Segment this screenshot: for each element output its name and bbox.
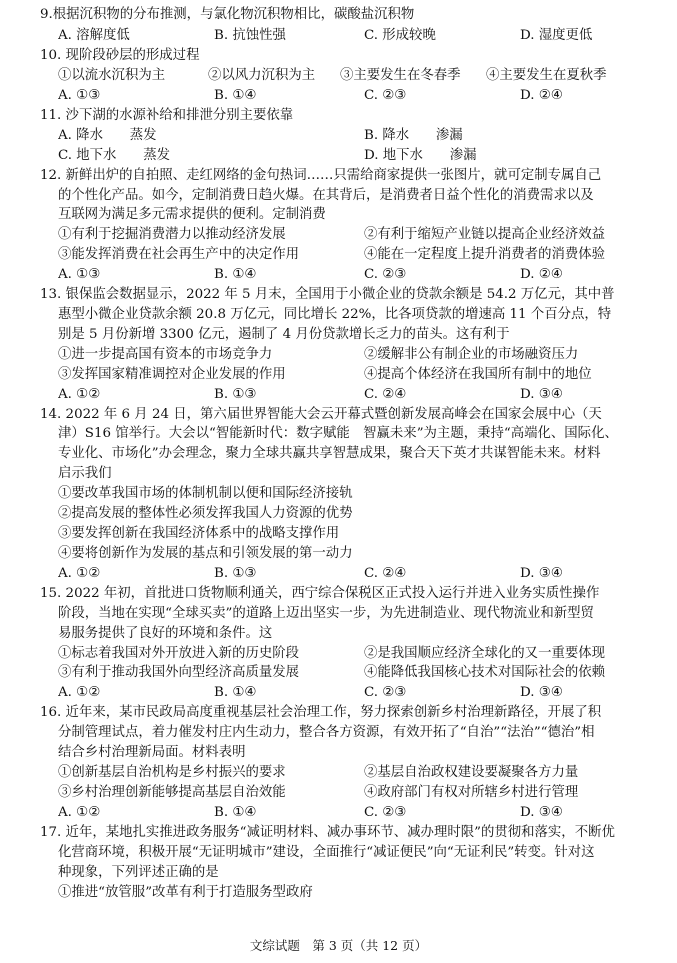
q12-statement-2: ②有利于缩短产业链以提高企业经济效益 bbox=[364, 227, 606, 243]
q13-option-a: A. ①② bbox=[58, 386, 101, 402]
q16-statements-row1 bbox=[58, 763, 655, 783]
q14-statement-1: ①要改革我国市场的体制机制以便和国际经济接轨 bbox=[58, 486, 353, 502]
q17-stem-line-1: 17. 近年，某地扎实推进政务服务“减证明材料、减办事环节、减办理时限”的贯彻和落实，不断优 bbox=[40, 824, 615, 840]
q16-statements-row2 bbox=[58, 783, 655, 803]
q11-options-row1 bbox=[58, 126, 655, 146]
q15-option-b: B. ①④ bbox=[214, 685, 257, 701]
q11-option-d: D. 地下水 渗漏 bbox=[364, 147, 477, 163]
q12-options bbox=[58, 265, 655, 285]
q10-statement-2: ②以风力沉积为主 bbox=[208, 68, 316, 84]
q13-statement-2: ②缓解非公有制企业的市场融资压力 bbox=[364, 346, 579, 362]
q10-option-a: A. ①③ bbox=[58, 88, 101, 103]
q14-stem-line-4: 启示我们 bbox=[58, 466, 112, 482]
q16-statement-3: ③乡村治理创新能够提高基层自治效能 bbox=[58, 784, 286, 800]
q9-option-b: B. 抗蚀性强 bbox=[214, 28, 286, 44]
q15-options bbox=[58, 683, 655, 703]
q15-stem-line-3: 易服务提供了良好的环境和条件。这 bbox=[58, 625, 273, 641]
q12-statements-row1 bbox=[58, 225, 655, 245]
q14-stem-line-1: 14. 2022 年 6 月 24 日，第六届世界智能大会云开幕式暨创新发展高峰会在国家会展中心（天 bbox=[40, 406, 602, 422]
q13-statement-4: ④提高个体经济在我国所有制中的地位 bbox=[364, 366, 592, 382]
q16-option-b: B. ①④ bbox=[214, 804, 257, 820]
q14-statement-4: ④要将创新作为发展的基点和引领发展的第一动力 bbox=[58, 545, 353, 561]
q9-option-c: C. 形成较晚 bbox=[364, 28, 436, 44]
q14-statement-2: ②提高发展的整体性必须发挥我国人力资源的优势 bbox=[58, 506, 353, 522]
q16-option-d: D. ③④ bbox=[520, 804, 563, 820]
q15-statement-2: ②是我国顺应经济全球化的又一重要体现 bbox=[364, 645, 606, 661]
q12-stem-line-2: 的个性化产品。如今，定制消费日趋火爆。在其背后，是消费者日益个性化的消费需求以及 bbox=[58, 187, 594, 203]
q16-statement-1: ①创新基层自治机构是乡村振兴的要求 bbox=[58, 764, 286, 780]
q15-option-c: C. ②③ bbox=[364, 685, 407, 701]
q16-option-a: A. ①② bbox=[58, 804, 101, 820]
q17-stem-line-3: 种现象，下列评述正确的是 bbox=[58, 864, 219, 880]
q14-stem-line-2: 津）S16 馆举行。大会以“智能新时代：数字赋能 智赢未来”为主题，秉持“高端化、国际化、 bbox=[58, 426, 618, 442]
q15-statements-row1 bbox=[58, 644, 655, 664]
q10-options bbox=[58, 86, 655, 106]
q12-option-a: A. ①③ bbox=[58, 267, 101, 283]
q13-stem-line-1: 13. 银保监会数据显示，2022 年 5 月末，全国用于小微企业的贷款余额是 54.2 万亿元，其中普 bbox=[40, 287, 615, 303]
q12-statement-3: ③能发挥消费在社会再生产中的决定作用 bbox=[58, 247, 300, 263]
q12-stem-line-1: 12. 新鲜出炉的自拍照、走红网络的金句热词……只需给商家提供一张图片，就可定制专属自己 bbox=[40, 167, 602, 183]
q13-statements-row1 bbox=[58, 345, 655, 365]
q11-options-row2 bbox=[58, 146, 655, 166]
q16-options bbox=[58, 803, 655, 823]
q10-statement-3: ③主要发生在冬春季 bbox=[340, 68, 461, 84]
q15-statement-3: ③有利于推动我国外向型经济高质量发展 bbox=[58, 665, 300, 681]
q14-options bbox=[58, 564, 655, 584]
q15-option-d: D. ③④ bbox=[520, 685, 563, 701]
q13-option-c: C. ②④ bbox=[364, 386, 407, 402]
q13-option-b: B. ①③ bbox=[214, 386, 257, 402]
q11-stem: 11. 沙下湖的水源补给和排泄分别主要依靠 bbox=[40, 107, 294, 123]
q10-option-b: B. ①④ bbox=[214, 88, 257, 103]
q9-option-d: D. 湿度更低 bbox=[520, 28, 593, 44]
q15-statement-1: ①标志着我国对外开放进入新的历史阶段 bbox=[58, 645, 300, 661]
q13-option-d: D. ③④ bbox=[520, 386, 563, 402]
q16-option-c: C. ②③ bbox=[364, 804, 407, 820]
q17-stem-line-2: 化营商环境，积极开展“无证明城市”建设，全面推行“减证便民”向“无证利民”转变。针对这 bbox=[58, 844, 595, 860]
q16-stem-line-1: 16. 近年来，某市民政局高度重视基层社会治理工作，努力探索创新乡村治理新路径，开展了积 bbox=[40, 705, 602, 721]
q12-option-d: D. ②④ bbox=[520, 267, 563, 283]
q14-option-c: C. ②④ bbox=[364, 565, 407, 581]
page-footer: 文综试题 第 3 页（共 12 页） bbox=[249, 938, 428, 953]
q13-stem-line-2: 惠型小微企业贷款余额 20.8 万亿元，同比增长 22%，比各项贷款的增速高 11 个百分点，特 bbox=[58, 307, 612, 322]
q16-statement-2: ②基层自治政权建设要凝聚各方力量 bbox=[364, 764, 579, 780]
q12-statement-4: ④能在一定程度上提升消费者的消费体验 bbox=[364, 247, 606, 263]
q11-option-a: A. 降水 蒸发 bbox=[58, 127, 157, 143]
q12-option-b: B. ①④ bbox=[214, 267, 257, 283]
q13-statement-3: ③发挥国家精准调控对企业发展的作用 bbox=[58, 366, 286, 382]
q14-option-d: D. ③④ bbox=[520, 565, 563, 581]
q15-statements-row2 bbox=[58, 663, 655, 683]
q12-statements-row2 bbox=[58, 245, 655, 265]
q9-option-a: A. 溶解度低 bbox=[58, 28, 130, 44]
q12-option-c: C. ②③ bbox=[364, 267, 407, 283]
q10-option-c: C. ②③ bbox=[364, 88, 407, 103]
q16-stem-line-3: 结合乡村治理新局面。材料表明 bbox=[58, 745, 246, 760]
q13-statement-1: ①进一步提高国有资本的市场竞争力 bbox=[58, 346, 273, 362]
q12-statement-1: ①有利于挖掘消费潜力以推动经济发展 bbox=[58, 227, 286, 243]
q10-stem: 10. 现阶段砂层的形成过程 bbox=[40, 48, 200, 64]
q15-statement-4: ④能降低我国核心技术对国际社会的依赖 bbox=[364, 665, 606, 681]
q10-statement-1: ①以流水沉积为主 bbox=[58, 68, 166, 84]
q13-stem-line-3: 别是 5 月份新增 3300 亿元，遏制了 4 月份贷款增长乏力的苗头。这有利于 bbox=[58, 326, 510, 342]
q15-stem-line-1: 15. 2022 年初，首批进口货物顺利通关，西宁综合保税区正式投入运行并进入业务实质性操作 bbox=[40, 585, 600, 601]
q16-statement-4: ④政府部门有权对所辖乡村进行管理 bbox=[364, 784, 579, 800]
q13-statements-row2 bbox=[58, 365, 655, 385]
q11-option-c: C. 地下水 蒸发 bbox=[58, 147, 171, 163]
q14-statement-3: ③要发挥创新在我国经济体系中的战略支撑作用 bbox=[58, 526, 340, 541]
q16-stem-line-2: 分制管理试点，着力催发村庄内生动力，整合各方资源，有效开拓了“自治”“法治”“德治”相 bbox=[58, 725, 595, 741]
q9-options bbox=[58, 26, 655, 46]
q11-option-b: B. 降水 渗漏 bbox=[364, 127, 463, 143]
q12-stem-line-3: 互联网为满足多元需求提供的便利。定制消费 bbox=[58, 207, 326, 223]
q17-statement-1: ①推进“放管服”改革有利于打造服务型政府 bbox=[58, 884, 313, 900]
q10-option-d: D. ②④ bbox=[520, 88, 563, 103]
q14-option-b: B. ①③ bbox=[214, 565, 257, 581]
q15-stem-line-2: 阶段，当地在实现“全球买卖”的道路上迈出坚实一步，为先进制造业、现代物流业和新型贸 bbox=[58, 605, 594, 621]
q15-option-a: A. ①② bbox=[58, 685, 101, 701]
q10-statement-4: ④主要发生在夏秋季 bbox=[486, 68, 607, 84]
q10-statements bbox=[58, 66, 655, 86]
q14-option-a: A. ①② bbox=[58, 565, 101, 581]
q14-stem-line-3: 专业化、市场化”办会理念，聚力全球共赢共享智慧成果，聚合天下英才共谋智能未来。材料 bbox=[58, 446, 601, 462]
q13-options bbox=[58, 385, 655, 405]
q9-stem: 9.根据沉积物的分布推测，与氯化物沉积物相比，碳酸盐沉积物 bbox=[40, 7, 415, 23]
